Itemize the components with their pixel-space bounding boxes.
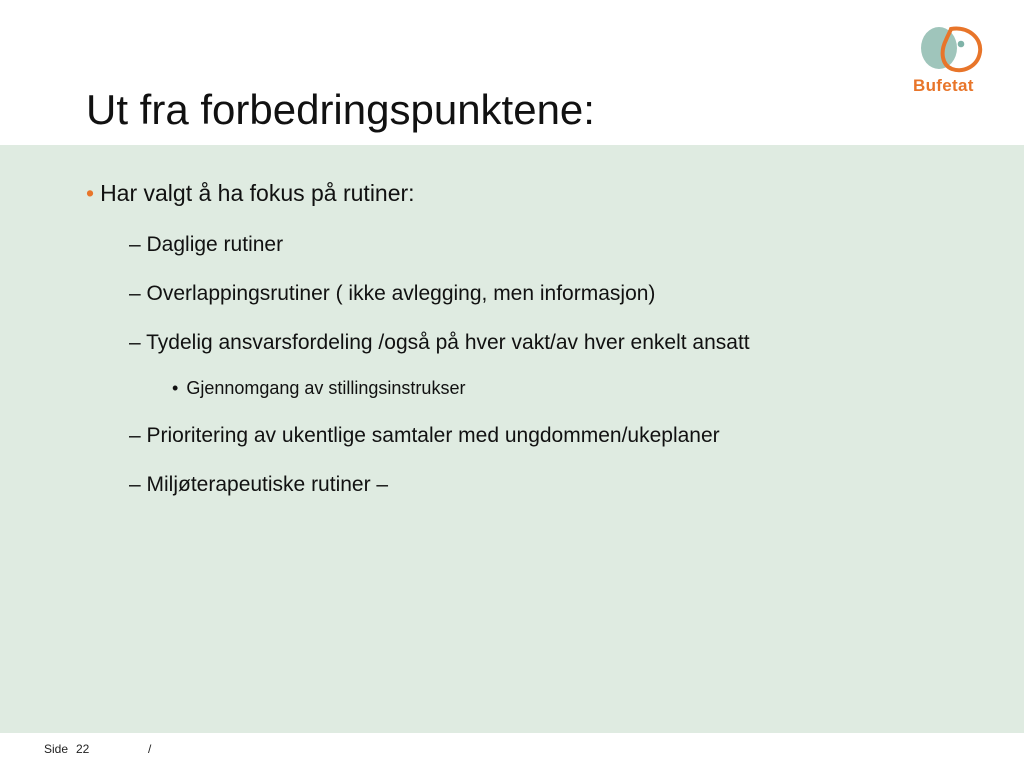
logo-text: Bufetat xyxy=(913,76,974,95)
slide-footer xyxy=(0,733,1024,768)
bufetat-logo xyxy=(912,24,990,98)
bullet-text: – Prioritering av ukentlige samtaler med ungdommen/ukeplaner xyxy=(129,424,720,447)
bullet-text: – Overlappingsrutiner ( ikke avlegging, men informasjon) xyxy=(129,282,656,305)
footer-separator: / xyxy=(148,742,152,756)
bullet-dot-icon: • xyxy=(172,378,179,398)
page-number: 22 xyxy=(76,742,90,756)
list-item xyxy=(129,473,388,497)
list-item xyxy=(86,180,415,207)
bullet-text: – Miljøterapeutiske rutiner – xyxy=(129,473,389,496)
slide-header xyxy=(0,0,1024,145)
bullet-text: – Daglige rutiner xyxy=(129,233,284,256)
bullet-text: Gjennomgang av stillingsinstrukser xyxy=(186,378,466,398)
list-item xyxy=(129,233,283,257)
bullet-dot-icon: • xyxy=(86,180,95,206)
list-item xyxy=(129,282,655,306)
bufetat-logo-icon xyxy=(916,24,986,74)
bullet-text: Har valgt å ha fokus på rutiner: xyxy=(100,180,415,206)
list-item xyxy=(172,378,465,399)
bullet-text: – Tydelig ansvarsfordeling /også på hver vakt/av hver enkelt ansatt xyxy=(129,331,750,354)
slide-title: Ut fra forbedringspunktene: xyxy=(86,86,595,133)
list-item xyxy=(129,331,750,355)
page-label: Side xyxy=(44,742,69,756)
list-item xyxy=(129,424,720,448)
